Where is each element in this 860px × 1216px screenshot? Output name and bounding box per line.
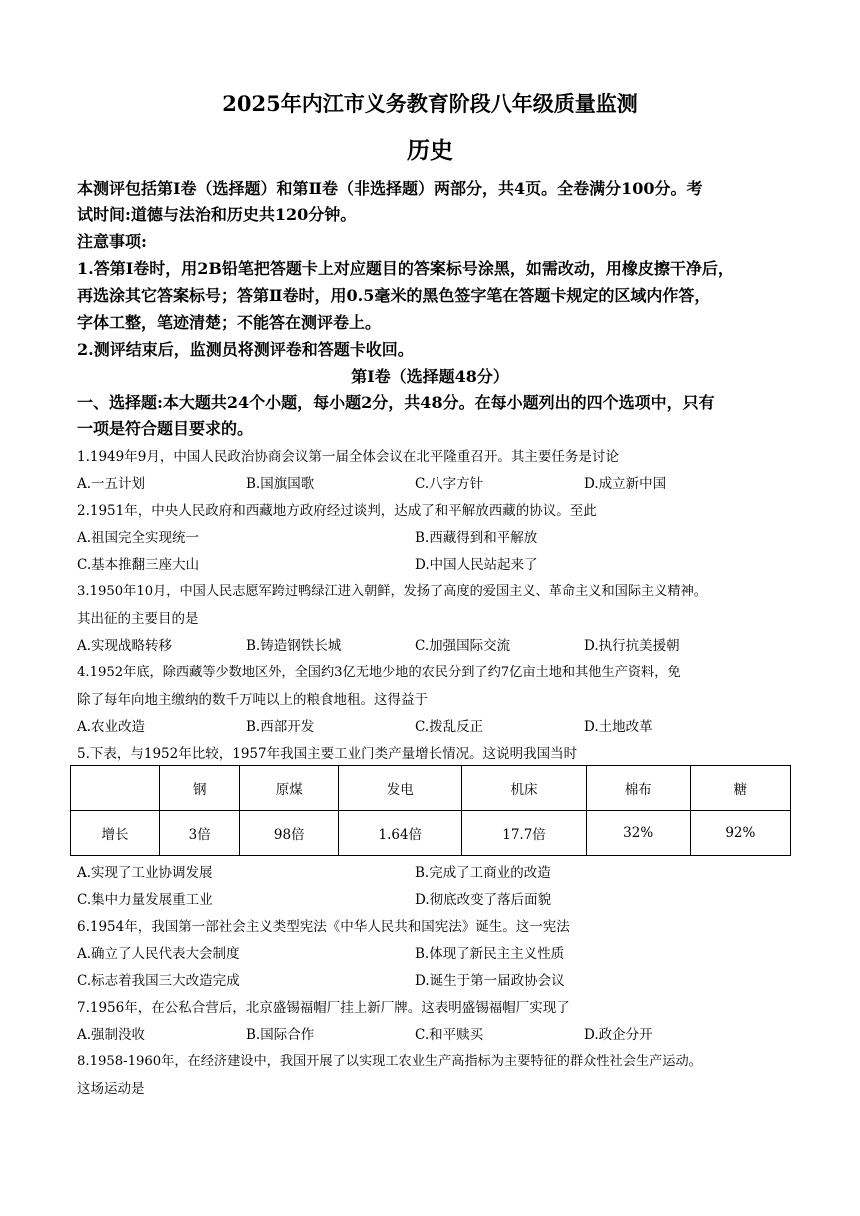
question-4-option-b: B.西部开发 — [246, 719, 315, 735]
exam-title: 2025年内江市义务教育阶段八年级质量监测 — [222, 91, 638, 116]
table-cell: 1.64倍 — [339, 811, 462, 856]
question-7-stem: 7.1956年，在公私合营后，北京盛锡福帽厂挂上新厂牌。这表明盛锡福帽厂实现了 — [77, 1000, 570, 1016]
table-header-cell: 棉布 — [586, 766, 690, 811]
industry-growth-table — [70, 765, 791, 856]
table-cell: 98倍 — [240, 811, 339, 856]
question-2-option-a: A.祖国完全实现统一 — [77, 530, 200, 546]
table-cell: 3倍 — [160, 811, 240, 856]
question-6-option-d: D.诞生于第一届政协会议 — [415, 973, 565, 989]
question-1-stem: 1.1949年9月，中国人民政治协商会议第一届全体会议在北平隆重召开。其主要任务是讨论 — [77, 449, 619, 465]
table-header-cell: 机床 — [462, 766, 586, 811]
question-7-option-d: D.政企分开 — [584, 1027, 653, 1043]
table-header-cell: 原煤 — [240, 766, 339, 811]
table-cell: 17.7倍 — [462, 811, 586, 856]
table-cell: 32% — [586, 811, 690, 856]
table-row — [71, 811, 791, 856]
question-1-option-b: B.国旗国歌 — [246, 476, 315, 492]
question-6-option-c: C.标志着我国三大改造完成 — [77, 973, 240, 989]
question-7-option-c: C.和平赎买 — [415, 1027, 484, 1043]
notice-item-1-line-1: 1.答第Ⅰ卷时，用2B铅笔把答题卡上对应题目的答案标号涂黑，如需改动，用橡皮擦干净后， — [77, 259, 734, 278]
question-4-option-a: A.农业改造 — [77, 719, 146, 735]
table-header-cell: 钢 — [160, 766, 240, 811]
question-4-stem-line-1: 4.1952年底，除西藏等少数地区外，全国约3亿无地少地的农民分到了约7亿亩土地和其他生产资料，免 — [77, 665, 681, 680]
question-6-option-a: A.确立了人民代表大会制度 — [77, 946, 240, 962]
question-5-option-b: B.完成了工商业的改造 — [415, 865, 551, 881]
question-3-option-d: D.执行抗美援朝 — [584, 638, 680, 654]
section-desc-line-1: 一、选择题:本大题共24个小题，每小题2分，共48分。在每小题列出的四个选项中，只有 — [77, 393, 715, 412]
table-header-cell: 糖 — [690, 766, 790, 811]
subject-title: 历史 — [407, 137, 453, 164]
question-2-option-d: D.中国人民站起来了 — [415, 557, 538, 573]
question-8-stem-line-2: 这场运动是 — [77, 1081, 145, 1097]
question-1-option-c: C.八字方针 — [415, 476, 484, 492]
notice-item-1-line-3: 字体工整，笔迹清楚；不能答在测评卷上。 — [77, 313, 382, 332]
intro-line-1: 本测评包括第Ⅰ卷（选择题）和第Ⅱ卷（非选择题）两部分，共4页。全卷满分100分。考 — [77, 179, 703, 198]
question-2-stem: 2.1951年，中央人民政府和西藏地方政府经过谈判，达成了和平解放西藏的协议。至此 — [77, 503, 597, 519]
question-4-stem-line-2: 除了每年向地主缴纳的数千万吨以上的粮食地租。这得益于 — [77, 692, 428, 708]
table-cell: 增长 — [71, 811, 160, 856]
question-4-option-c: C.拨乱反正 — [415, 719, 484, 735]
table-cell: 92% — [690, 811, 790, 856]
question-7-option-b: B.国际合作 — [246, 1027, 315, 1043]
question-5-option-d: D.彻底改变了落后面貌 — [415, 892, 552, 908]
section-desc-line-2: 一项是符合题目要求的。 — [77, 419, 254, 438]
table-header-cell: 发电 — [339, 766, 462, 811]
question-5-option-a: A.实现了工业协调发展 — [77, 865, 213, 881]
question-6-stem: 6.1954年，我国第一部社会主义类型宪法《中华人民共和国宪法》诞生。这一宪法 — [77, 919, 570, 935]
question-3-option-b: B.铸造钢铁长城 — [246, 638, 342, 654]
table-header-cell — [71, 766, 160, 811]
question-3-stem-line-2: 其出征的主要目的是 — [77, 611, 199, 627]
question-3-option-a: A.实现战略转移 — [77, 638, 173, 654]
table-header-row — [71, 766, 791, 811]
question-4-option-d: D.土地改革 — [584, 719, 653, 735]
question-6-option-b: B.体现了新民主主义性质 — [415, 946, 565, 962]
notice-item-1-line-2: 再选涂其它答案标号；答第Ⅱ卷时，用0.5毫米的黑色签字笔在答题卡规定的区域内作答， — [77, 286, 711, 305]
question-3-stem-line-1: 3.1950年10月，中国人民志愿军跨过鸭绿江进入朝鲜，发扬了高度的爱国主义、革命主义和国际主义精神。 — [77, 584, 707, 599]
question-2-option-c: C.基本推翻三座大山 — [77, 557, 200, 573]
question-8-stem-line-1: 8.1958-1960年，在经济建设中，我国开展了以实现工农业生产高指标为主要特征的群众性社会生产运动。 — [77, 1054, 702, 1069]
notice-item-2: 2.测评结束后，监测员将测评卷和答题卡收回。 — [77, 340, 414, 359]
notice-heading: 注意事项: — [77, 232, 147, 251]
question-1-option-d: D.成立新中国 — [584, 476, 667, 492]
question-1-option-a: A.一五计划 — [77, 476, 146, 492]
question-2-option-b: B.西藏得到和平解放 — [415, 530, 538, 546]
question-3-option-c: C.加强国际交流 — [415, 638, 511, 654]
question-5-option-c: C.集中力量发展重工业 — [77, 892, 213, 908]
question-5-stem: 5.下表，与1952年比较，1957年我国主要工业门类产量增长情况。这说明我国当时 — [77, 746, 578, 762]
question-7-option-a: A.强制没收 — [77, 1027, 146, 1043]
intro-line-2: 试时间:道德与法治和历史共120分钟。 — [77, 205, 357, 224]
section-title: 第Ⅰ卷（选择题48分） — [351, 367, 509, 386]
